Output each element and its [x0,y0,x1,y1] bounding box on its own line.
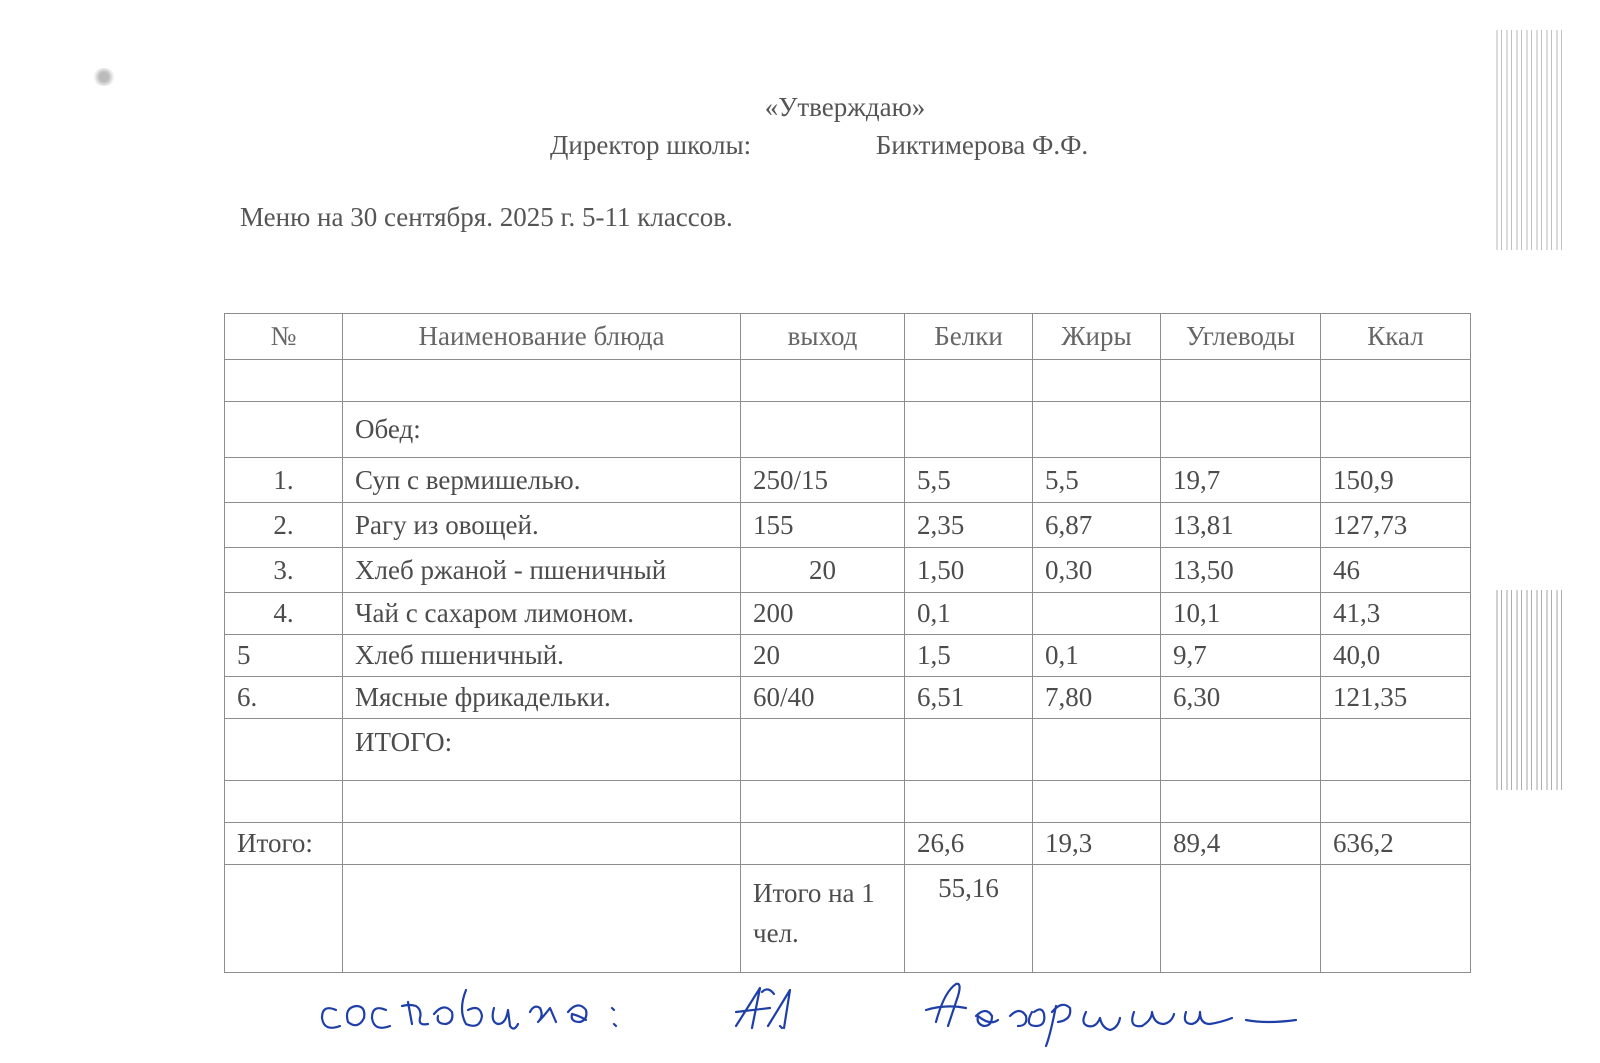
dish-carbs: 6,30 [1161,677,1321,719]
dish-carbs: 10,1 [1161,593,1321,635]
scan-edge-artifact [1492,30,1564,250]
table-row [225,635,1471,677]
col-header-num: № [225,314,343,360]
total-row [225,823,1471,865]
dish-name: Хлеб пшеничный. [343,635,741,677]
dish-kcal: 150,9 [1321,458,1471,503]
dish-protein: 1,5 [905,635,1033,677]
table-row [225,503,1471,548]
col-header-kcal: Ккал [1321,314,1471,360]
empty-row [225,781,1471,823]
dish-name: Рагу из овощей. [343,503,741,548]
row-num: 1. [225,458,343,503]
dish-out: 20 [741,635,905,677]
dish-protein: 2,35 [905,503,1033,548]
subtotal-label: ИТОГО: [343,719,741,781]
scan-speck [92,68,116,86]
row-num: 4. [225,593,343,635]
section-row [225,402,1471,458]
dish-name: Мясные фрикадельки. [343,677,741,719]
dish-fat [1033,593,1161,635]
dish-name: Суп с вермишелью. [343,458,741,503]
dish-fat: 6,87 [1033,503,1161,548]
total-carbs: 89,4 [1161,823,1321,865]
dish-kcal: 121,35 [1321,677,1471,719]
table-row [225,548,1471,593]
subtotal-row [225,719,1471,781]
dish-fat: 0,1 [1033,635,1161,677]
table-row [225,593,1471,635]
col-header-carbs: Углеводы [1161,314,1321,360]
dish-name: Хлеб ржаной - пшеничный [343,548,741,593]
row-num: 3. [225,548,343,593]
director-line [550,130,1088,161]
menu-table [224,313,1471,973]
dish-out: 20 [741,548,905,593]
dish-kcal: 127,73 [1321,503,1471,548]
dish-out: 60/40 [741,677,905,719]
dish-carbs: 19,7 [1161,458,1321,503]
total-protein: 26,6 [905,823,1033,865]
dish-out: 250/15 [741,458,905,503]
dish-protein: 0,1 [905,593,1033,635]
dish-kcal: 40,0 [1321,635,1471,677]
total-kcal: 636,2 [1321,823,1471,865]
dish-out: 200 [741,593,905,635]
total-label: Итого: [225,823,343,865]
dish-kcal: 41,3 [1321,593,1471,635]
col-header-protein: Белки [905,314,1033,360]
dish-carbs: 13,50 [1161,548,1321,593]
scan-edge-artifact [1492,590,1564,790]
section-label: Обед: [343,402,741,458]
dish-fat: 0,30 [1033,548,1161,593]
handwritten-signature [316,972,1316,1052]
row-num: 6. [225,677,343,719]
approval-heading: «Утверждаю» [764,92,926,122]
table-row [225,458,1471,503]
per-person-value: 55,16 [905,865,1033,973]
dish-protein: 5,5 [905,458,1033,503]
dish-name: Чай с сахаром лимоном. [343,593,741,635]
table-header-row [225,314,1471,360]
col-header-name: Наименование блюда [343,314,741,360]
dish-kcal: 46 [1321,548,1471,593]
dish-protein: 1,50 [905,548,1033,593]
dish-out: 155 [741,503,905,548]
director-label: Директор школы: [550,130,752,160]
dish-carbs: 9,7 [1161,635,1321,677]
per-person-row [225,865,1471,973]
dish-fat: 5,5 [1033,458,1161,503]
total-fat: 19,3 [1033,823,1161,865]
per-person-label: Итого на 1 чел. [741,865,905,973]
dish-fat: 7,80 [1033,677,1161,719]
menu-title: Меню на 30 сентября. 2025 г. 5-11 классов. [240,202,733,232]
row-num: 5 [225,635,343,677]
dish-protein: 6,51 [905,677,1033,719]
col-header-out: выход [741,314,905,360]
table-row [225,677,1471,719]
dish-carbs: 13,81 [1161,503,1321,548]
col-header-fat: Жиры [1033,314,1161,360]
director-name: Биктимерова Ф.Ф. [875,130,1089,160]
empty-row [225,360,1471,402]
row-num: 2. [225,503,343,548]
